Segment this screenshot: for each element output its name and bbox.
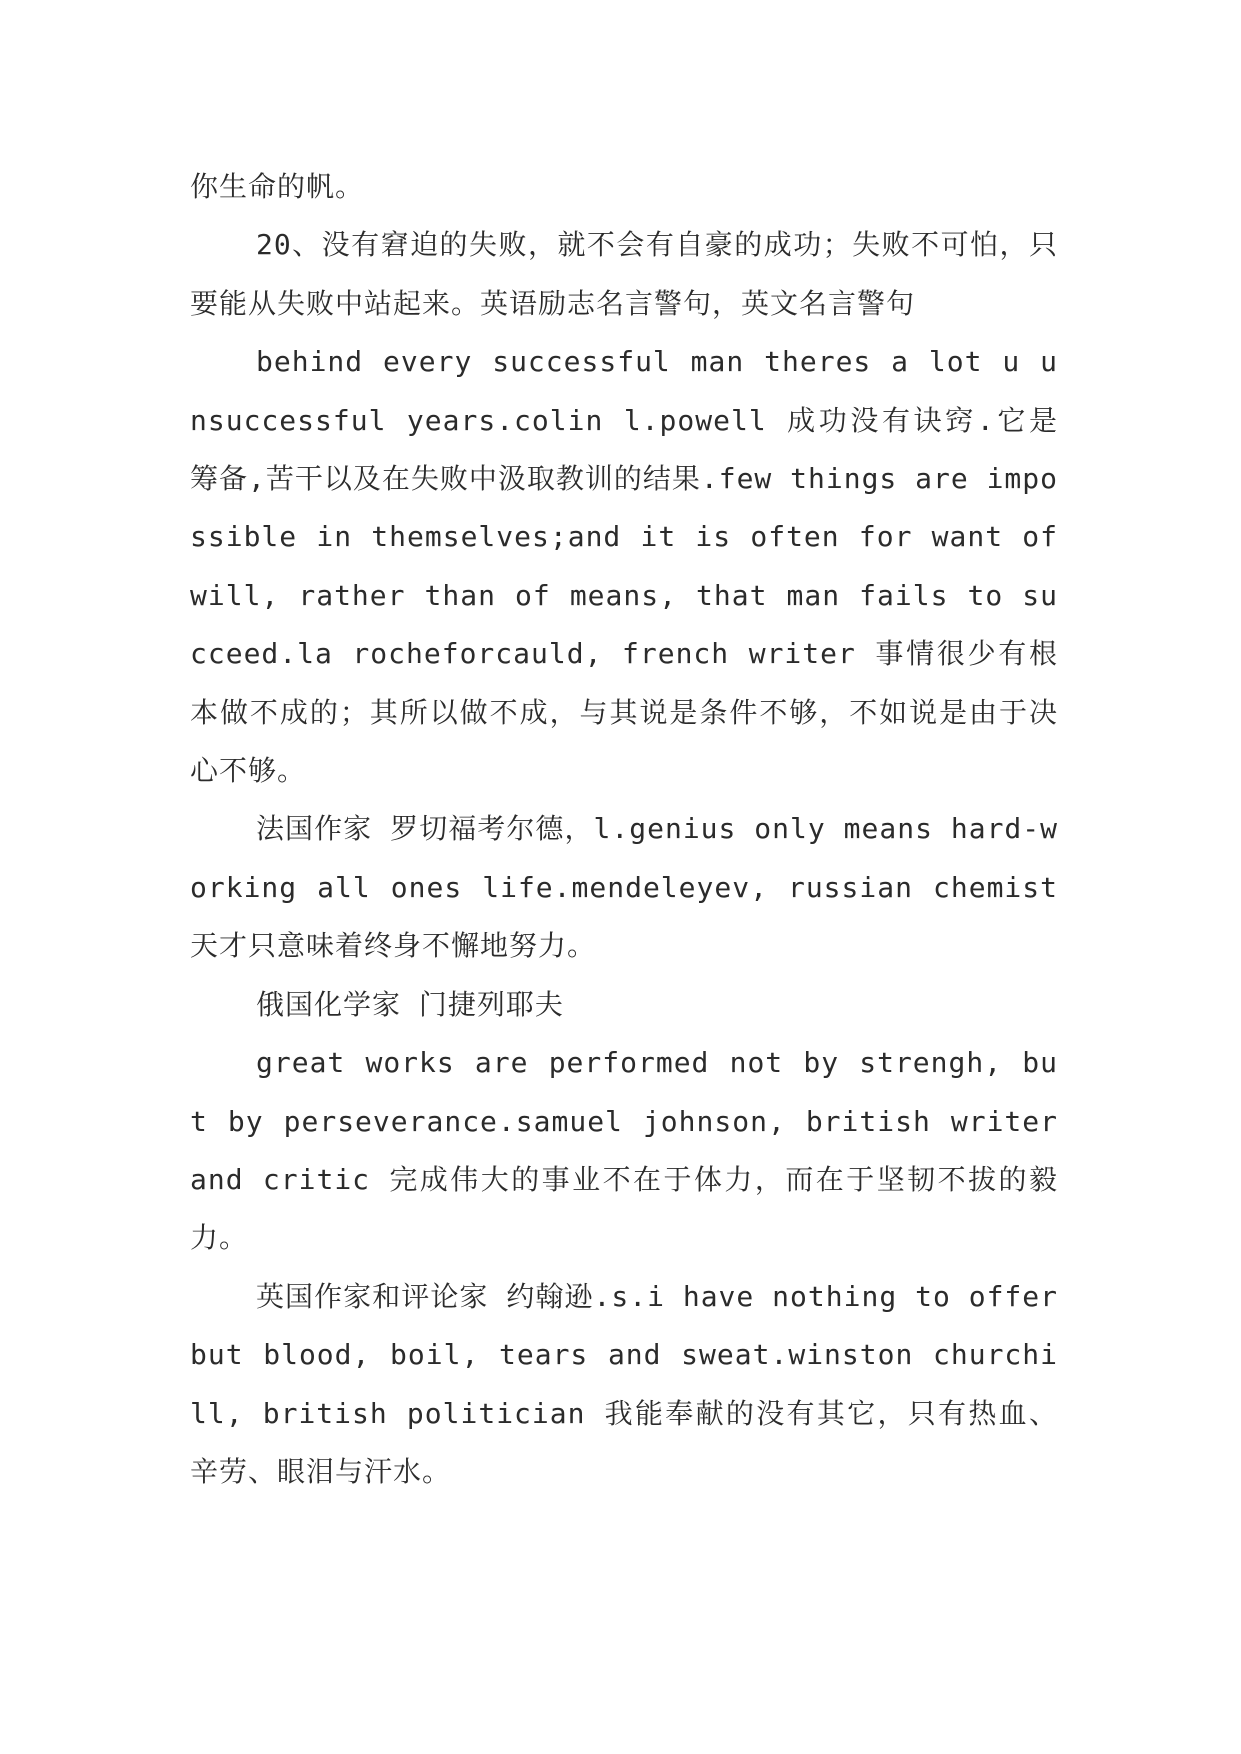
paragraph-powell-rochefoucauld: behind every successful man theres a lot u unsuccessful years.colin l.powell 成功没有诀窍.它是筹备,苦干以及在失败中汲取教训的结果.few things are impossible in themselves;and it is often for want of will, rather than of means, that man fails to succeed.la rocheforcauld, french writer 事情很少有根本做不成的；其所以做不成，与其说是条件不够，不如说是由于决心不够。 — [190, 345, 1059, 788]
paragraph-mendeleyev: 法国作家 罗切福考尔德，l.genius only means hard-working all ones life.mendeleyev, russian chemist 天才只意味着终身不懈地努力。 — [190, 812, 1058, 963]
document-body — [190, 158, 1058, 1501]
paragraph-johnson: great works are performed not by strengh, but by perseverance.samuel johnson, british writer and critic 完成伟大的事业不在于体力，而在于坚韧不拔的毅力。 — [190, 1046, 1058, 1255]
paragraph-quote-20: 20、没有窘迫的失败，就不会有自豪的成功；失败不可怕，只要能从失败中站起来。英语励志名言警句，英文名言警句 — [190, 228, 1058, 320]
paragraph-continuation: 你生命的帆。 — [190, 170, 365, 203]
paragraph-mendeleyev-attribution: 俄国化学家 门捷列耶夫 — [256, 987, 564, 1021]
paragraph-churchill: 英国作家和评论家 约翰逊.s.i have nothing to offer but blood, boil, tears and sweat.winston churchill, british politician 我能奉献的没有其它，只有热血、辛劳、眼泪与汗水。 — [190, 1279, 1058, 1488]
